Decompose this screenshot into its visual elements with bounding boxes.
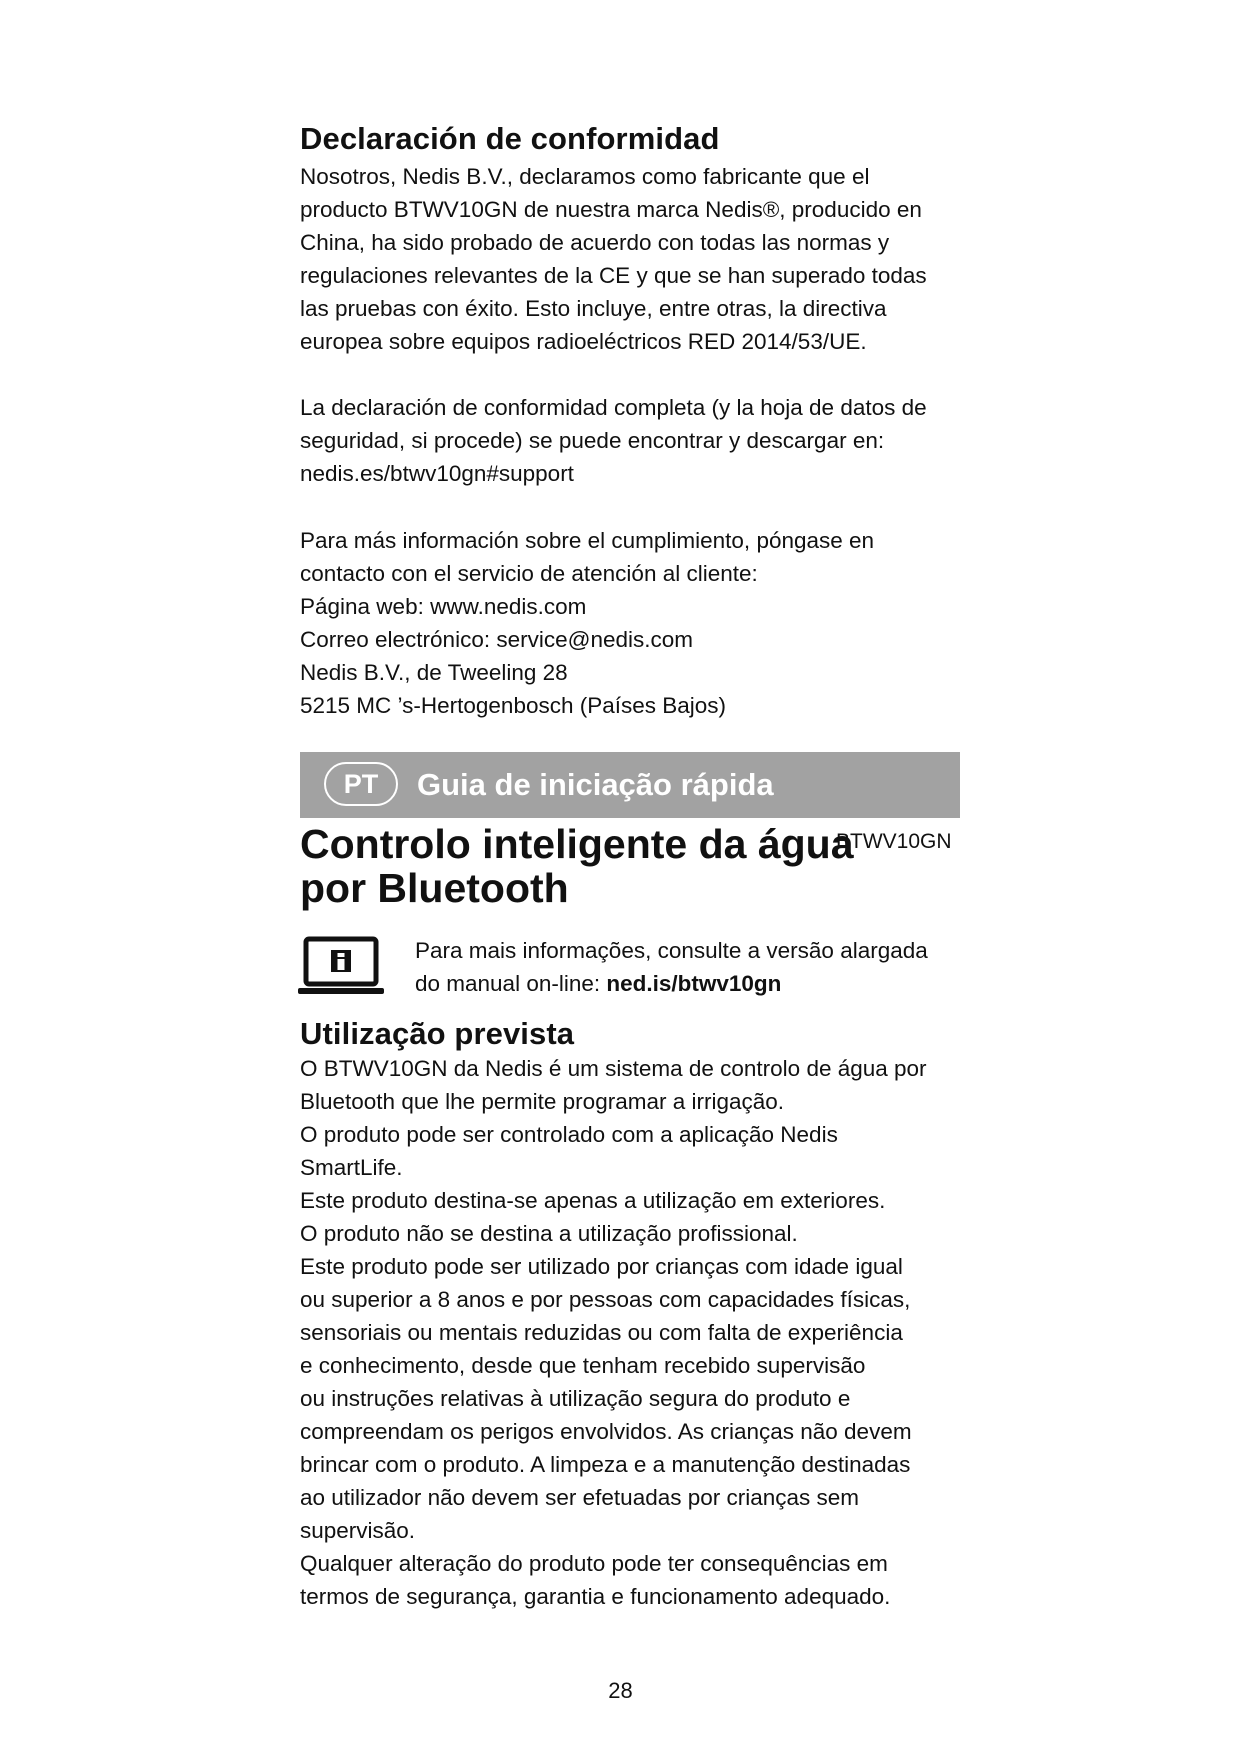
- email-line: Correo electrónico: service@nedis.com: [300, 627, 693, 652]
- page-number: 28: [608, 1678, 633, 1703]
- intended-use-heading: Utilização prevista: [300, 1016, 575, 1051]
- text-line: e conhecimento, desde que tenham recebido supervisão: [300, 1353, 866, 1378]
- intended-use-paragraph: [300, 1052, 970, 1613]
- text-line: ao utilizador não devem ser efetuadas por crianças sem: [300, 1485, 860, 1510]
- text-line: regulaciones relevantes de la CE y que se han superado todas: [300, 263, 927, 288]
- declaration-paragraph-1: [300, 160, 970, 358]
- text-line: [415, 967, 975, 1000]
- product-code: BTWV10GN: [836, 830, 952, 853]
- text-line: O produto não se destina a utilização profissional.: [300, 1221, 798, 1246]
- text-line: contacto con el servicio de atención al cliente:: [300, 561, 758, 586]
- text-line: compreendam os perigos envolvidos. As crianças não devem: [300, 1419, 912, 1444]
- text-line: ou instruções relativas à utilização segura do produto e: [300, 1386, 851, 1411]
- address-line: 5215 MC ’s-Hertogenbosch (Países Bajos): [300, 693, 727, 718]
- address-line: Nedis B.V., de Tweeling 28: [300, 660, 568, 685]
- product-title-line: por Bluetooth: [300, 865, 569, 911]
- text-line: sensoriais ou mentais reduzidas ou com falta de experiência: [300, 1320, 903, 1345]
- language-code-badge: PT: [324, 762, 398, 806]
- declaration-paragraph-3: [300, 524, 970, 722]
- text-line: Para mais informações, consulte a versão alargada: [415, 938, 928, 963]
- text-line: Bluetooth que lhe permite programar a irrigação.: [300, 1089, 785, 1114]
- text-line: Qualquer alteração do produto pode ter consequências em: [300, 1551, 888, 1576]
- text-line: O BTWV10GN da Nedis é um sistema de controlo de água por: [300, 1056, 927, 1081]
- language-section-bar: [300, 752, 960, 818]
- quick-start-guide-title: Guia de iniciação rápida: [417, 767, 774, 802]
- text-line: Nosotros, Nedis B.V., declaramos como fabricante que el: [300, 164, 870, 189]
- product-title-line: Controlo inteligente da água: [300, 821, 854, 867]
- text-line: ou superior a 8 anos e por pessoas com capacidades físicas,: [300, 1287, 911, 1312]
- text-line: producto BTWV10GN de nuestra marca Nedis®, producido en: [300, 197, 922, 222]
- text-line: seguridad, si procede) se puede encontrar y descargar en:: [300, 428, 885, 453]
- product-title: [300, 822, 854, 910]
- text-line: Este produto pode ser utilizado por crianças com idade igual: [300, 1254, 903, 1279]
- declaration-heading: Declaración de conformidad: [300, 121, 720, 156]
- text-line: brincar com o produto. A limpeza e a manutenção destinadas: [300, 1452, 911, 1477]
- text-line: SmartLife.: [300, 1155, 403, 1180]
- text-line: Este produto destina-se apenas a utilização em exteriores.: [300, 1188, 886, 1213]
- text-line: O produto pode ser controlado com a aplicação Nedis: [300, 1122, 838, 1147]
- text-line: europea sobre equipos radioeléctricos RED 2014/53/UE.: [300, 329, 867, 354]
- manual-info-text: [415, 934, 975, 1000]
- text-line: termos de segurança, garantia e funcionamento adequado.: [300, 1584, 891, 1609]
- text-fragment: do manual on-line:: [415, 971, 607, 996]
- declaration-paragraph-2: [300, 391, 970, 490]
- laptop-info-icon: [298, 936, 384, 998]
- online-manual-link[interactable]: ned.is/btwv10gn: [606, 971, 782, 996]
- text-line: las pruebas con éxito. Esto incluye, entre otras, la directiva: [300, 296, 887, 321]
- support-url: nedis.es/btwv10gn#support: [300, 461, 574, 486]
- text-line: Para más información sobre el cumplimiento, póngase en: [300, 528, 875, 553]
- text-line: supervisão.: [300, 1518, 416, 1543]
- text-line: La declaración de conformidad completa (y la hoja de datos de: [300, 395, 927, 420]
- website-line: Página web: www.nedis.com: [300, 594, 587, 619]
- text-line: China, ha sido probado de acuerdo con todas las normas y: [300, 230, 890, 255]
